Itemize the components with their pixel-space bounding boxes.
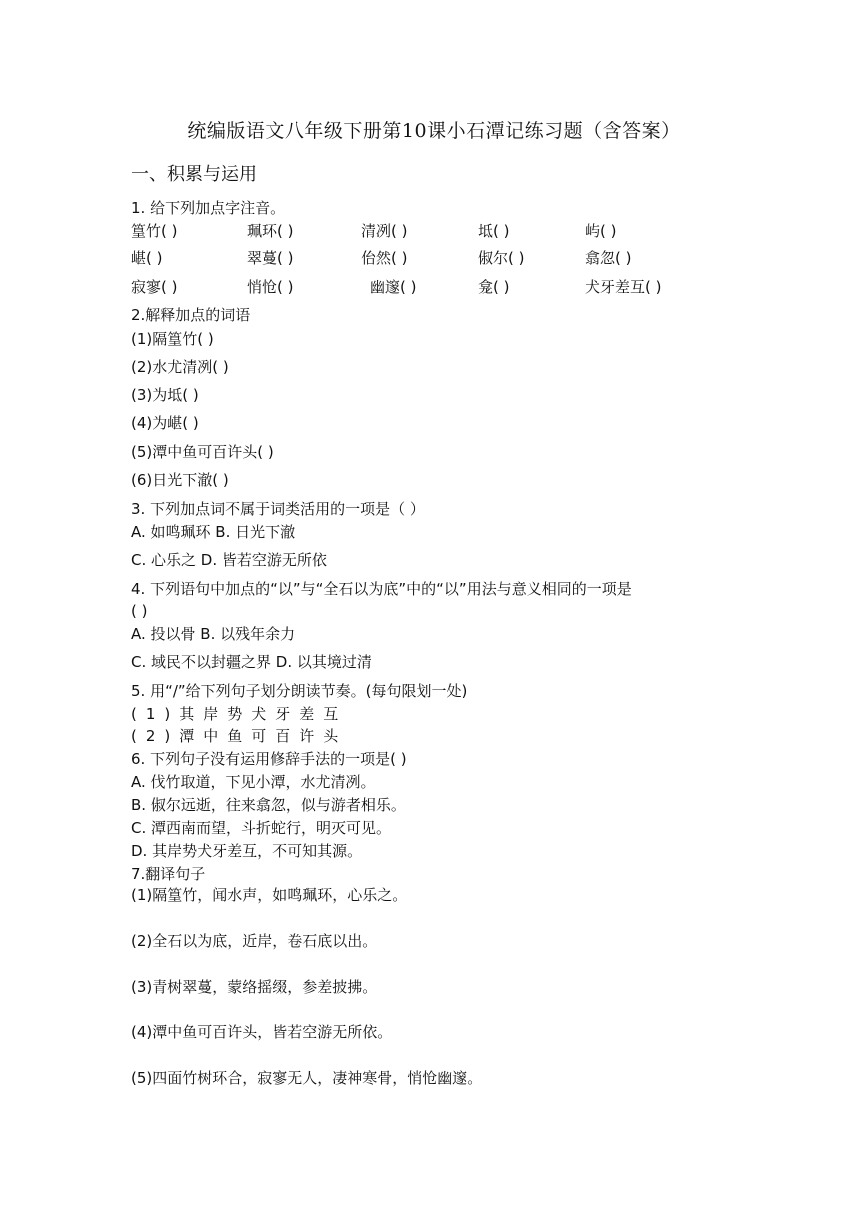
q6-option-d: D. 其岸势犬牙差互，不可知其源。: [131, 842, 363, 860]
q1-item: 寂寥( ): [131, 278, 178, 296]
q5-sentence: (1)其岸势犬牙差互: [131, 705, 348, 723]
q6-option-b: B. 俶尔远逝，往来翕忽，似与游者相乐。: [131, 796, 406, 814]
q1-item: 翠蔓( ): [247, 249, 294, 267]
q2-item: (3)为坻( ): [131, 386, 199, 404]
document-title: 统编版语文八年级下册第10课小石潭记练习题（含答案）: [187, 120, 681, 142]
q2-item: (4)为嵁( ): [131, 414, 199, 432]
q1-item: 俶尔( ): [478, 249, 525, 267]
q4-options-cd: C. 域民不以封疆之界 D. 以其境过清: [131, 653, 372, 671]
q1-item: 清冽( ): [361, 222, 408, 240]
q7-item: (5)四面竹树环合，寂寥无人，凄神寒骨，悄怆幽邃。: [131, 1069, 483, 1087]
q1-item: 悄怆( ): [247, 278, 294, 296]
q2-item: (5)潭中鱼可百许头( ): [131, 443, 274, 461]
question-1-stem: 1. 给下列加点字注音。: [131, 199, 286, 217]
q2-item: (2)水尤清冽( ): [131, 358, 229, 376]
q1-item: 佁然( ): [361, 249, 408, 267]
q1-item: 篁竹( ): [131, 222, 178, 240]
q7-item: (3)青树翠蔓，蒙络摇缀，参差披拂。: [131, 978, 378, 996]
q7-item: (4)潭中鱼可百许头，皆若空游无所依。: [131, 1023, 393, 1041]
q3-options-ab: A. 如鸣珮环 B. 日光下澈: [131, 523, 296, 541]
q7-item: (1)隔篁竹，闻水声，如鸣珮环，心乐之。: [131, 886, 408, 904]
question-7-stem: 7.翻译句子: [131, 865, 206, 883]
q1-item: 犬牙差互( ): [585, 278, 662, 296]
q2-item: (1)隔篁竹( ): [131, 330, 214, 348]
q6-option-c: C. 潭西南而望，斗折蛇行，明灭可见。: [131, 819, 392, 837]
q1-item: 嵁( ): [131, 249, 163, 267]
q4-answer-paren: ( ): [131, 602, 148, 620]
q1-item: 翕忽( ): [585, 249, 632, 267]
q1-item: 龛( ): [478, 278, 510, 296]
q3-options-cd: C. 心乐之 D. 皆若空游无所依: [131, 551, 327, 569]
q6-option-a: A. 伐竹取道，下见小潭，水尤清冽。: [131, 773, 376, 791]
question-6-stem: 6. 下列句子没有运用修辞手法的一项是( ): [131, 750, 407, 768]
question-4-stem: 4. 下列语句中加点的“以”与“全石以为底”中的“以”用法与意义相同的一项是: [131, 580, 632, 598]
question-5-stem: 5. 用“/”给下列句子划分朗读节奏。(每句限划一处): [131, 682, 468, 700]
question-2-stem: 2.解释加点的词语: [131, 306, 251, 324]
q1-item: 珮环( ): [247, 222, 294, 240]
q7-item: (2)全石以为底，近岸，卷石底以出。: [131, 932, 378, 950]
section-heading: 一、积累与运用: [131, 164, 257, 185]
q5-sentence: (2)潭中鱼可百许头: [131, 727, 348, 745]
q1-item: 幽邃( ): [370, 278, 417, 296]
q4-options-ab: A. 投以骨 B. 以残年余力: [131, 625, 296, 643]
q1-item: 屿( ): [585, 222, 617, 240]
q2-item: (6)日光下澈( ): [131, 471, 229, 489]
question-3-stem: 3. 下列加点词不属于词类活用的一项是（ ）: [131, 500, 425, 518]
q1-item: 坻( ): [478, 222, 510, 240]
